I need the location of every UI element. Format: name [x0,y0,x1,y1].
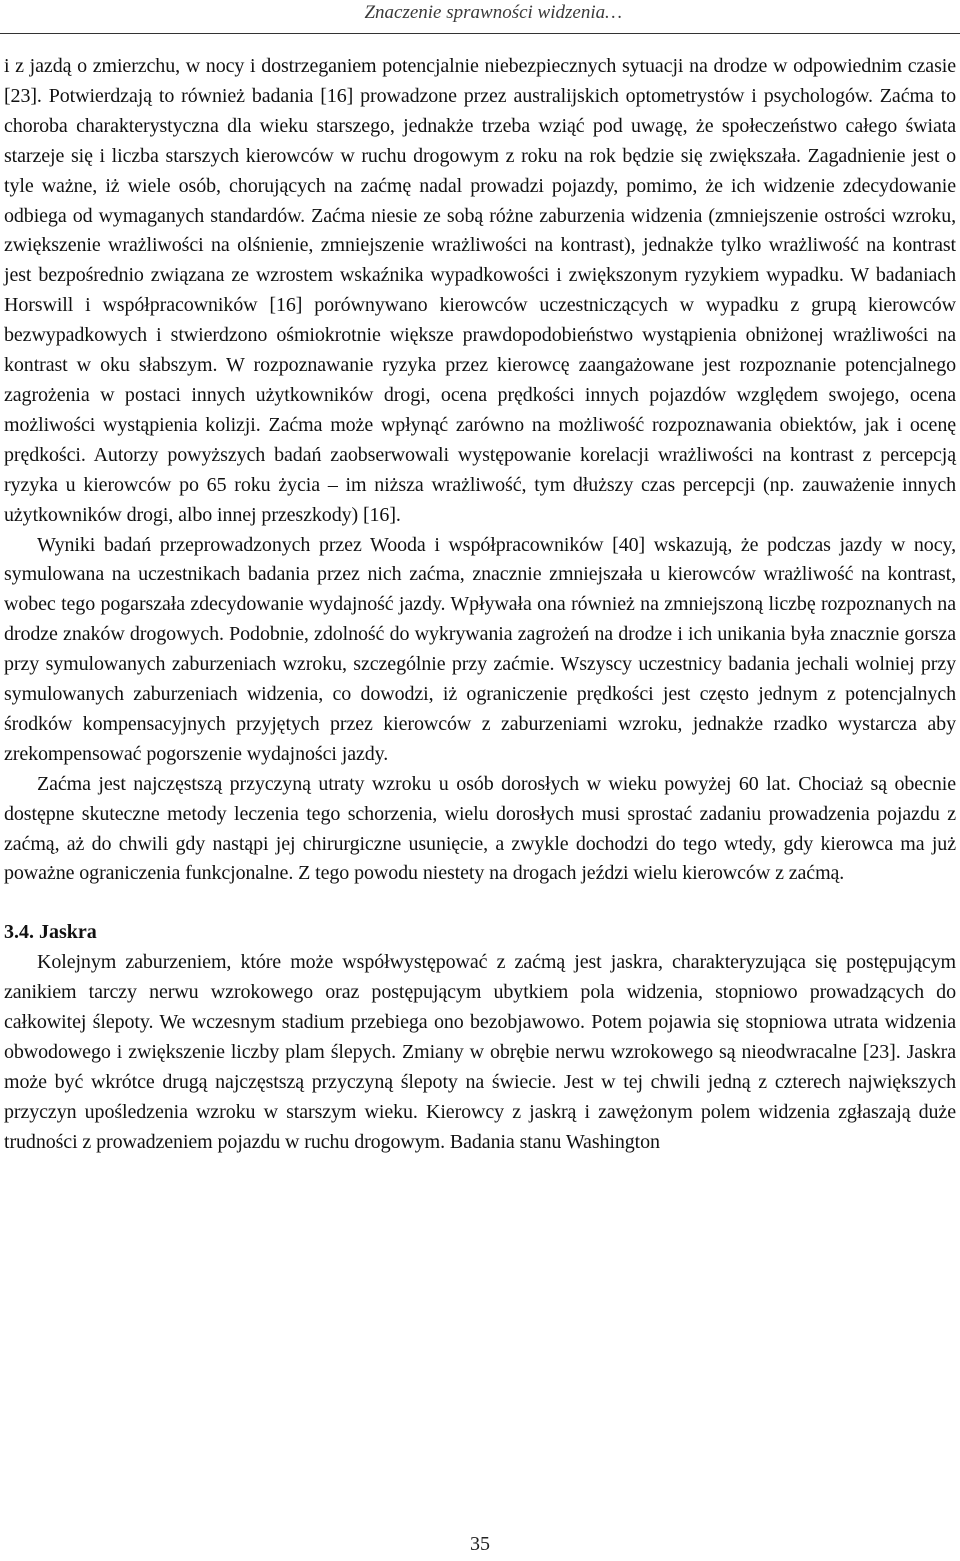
page-body [4,52,956,1158]
running-header: Znaczenie sprawności widzenia… [364,2,622,23]
paragraph-1: i z jazdą o zmierzchu, w nocy i dostrzeganiem potencjalnie niebezpiecznych sytuacji na drodze w odpowiednim czasie [23]. Potwierdzają to również badania [16] prowadzone przez australijskich optometrystów i psychologów. Zaćma to choroba charakterystyczna dla wieku starszego, jednakże trzeba wziąć pod uwagę, że społeczeństwo całego świata starzeje się i liczba starszych kierowców w ruchu drogowym z roku na rok będzie się zwiększała. Zagadnienie jest o tyle ważne, iż wiele osób, chorujących na zaćmę nadal prowadzi pojazdy, pomimo, że ich widzenie zdecydowanie odbiega od wymaganych standardów. Zaćma niesie ze sobą różne zaburzenia widzenia (zmniejszenie ostrości wzroku, zwiększenie wrażliwości na olśnienie, zmniejszenie wrażliwości na kontrast), jednakże tylko wrażliwość na kontrast jest bezpośrednio związana ze wzrostem wskaźnika wypadkowości i zwiększonym ryzykiem wypadku. W badaniach Horswill i współpracowników [16] porównywano kierowców uczestniczących w wypadku z grupą kierowców bezwypadkowych i stwierdzono ośmiokrotnie większe prawdopodobieństwo wystąpienia obniżonej wrażliwości na kontrast w oku słabszym. W rozpoznawanie ryzyka przez kierowcę zaangażowane jest rozpoznanie potencjalnego zagrożenia w postaci innych użytkowników drogi, ocena prędkości innych pojazdów względem swojego, ocena możliwości wystąpienia kolizji. Zaćma może wpłynąć zarówno na możliwość rozpoznawania obiektów, jak i ocenę prędkości. Autorzy powyższych badań zaobserwowali występowanie korelacji wrażliwości na kontrast z percepcją ryzyka u kierowców po 65 roku życia – im niższa wrażliwość, tym dłuższy czas percepcji (np. zauważenie innych użytkowników drogi, albo innej przeszkody) [16]. [4,55,956,526]
paragraph-2: Wyniki badań przeprowadzonych przez Wooda i współpracowników [40] wskazują, że podczas jazdy w nocy, symulowana na uczestnikach badania przez nich zaćma, znacznie zmniejszała u kierowców wrażliwość na kontrast, wobec tego pogarszała zdecydowanie wydajność jazdy. Wpływała ona również na zmniejszoną liczbę rozpoznanych na drodze znaków drogowych. Podobnie, zdolność do wykrywania zagrożeń na drodze i ich unikania była znacznie gorsza przy symulowanych zaburzeniach wzroku, szczególnie przy zaćmie. Wszyscy uczestnicy badania jechali wolniej przy symulowanych zaburzeniach widzenia, co dowodzi, iż ograniczenie prędkości jest często jednym z potencjalnych środków kompensacyjnych przyjętych przez kierowców z zaburzeniami wzroku, jednakże rzadko wystarcza aby zrekompensować pogorszenie wydajności jazdy. [4,533,956,765]
paragraph-3: Zaćma jest najczęstszą przyczyną utraty wzroku u osób dorosłych w wieku powyżej 60 lat. Chociaż są obecnie dostępne skuteczne metody leczenia tego schorzenia, wielu dorosłych musi sprostać zadaniu prowadzenia pojazdu z zaćmą, aż do chwili gdy nastąpi jej chirurgiczne usunięcie, a zwykle dochodzi do tego wtedy, gdy kierowca ma już poważne ograniczenia funkcjonalne. Z tego powodu niestety na drogach jeździ wielu kierowców z zaćmą. [4,772,956,885]
section-spacer [4,889,956,918]
header-divider [0,33,960,34]
section-heading: 3.4. Jaskra [4,921,97,944]
section-paragraph: Kolejnym zaburzeniem, które może współwystępować z zaćmą jest jaskra, charakteryzująca się postępującym zanikiem tarczy nerwu wzrokowego oraz postępującym ubytkiem pola widzenia, stopniowo prowadzących do całkowitej ślepoty. We wczesnym stadium przebiega ono bezobjawowo. Potem pojawia się stopniowa utrata widzenia obwodowego i zwiększenie liczby plam ślepych. Zmiany w obrębie nerwu wzrokowego są nieodwracalne [23]. Jaskra może być wkrótce drugą najczęstszą przyczyną ślepoty na świecie. Jest w tej chwili jedną z czterech największych przyczyn upośledzenia wzroku w starszym wieku. Kierowcy z jaskrą i zawężonym polem widzenia zgłaszają duże trudności z prowadzeniem pojazdu w ruchu drogowym. Badania stanu Washington [4,951,956,1153]
page-number: 35 [470,1533,490,1555]
